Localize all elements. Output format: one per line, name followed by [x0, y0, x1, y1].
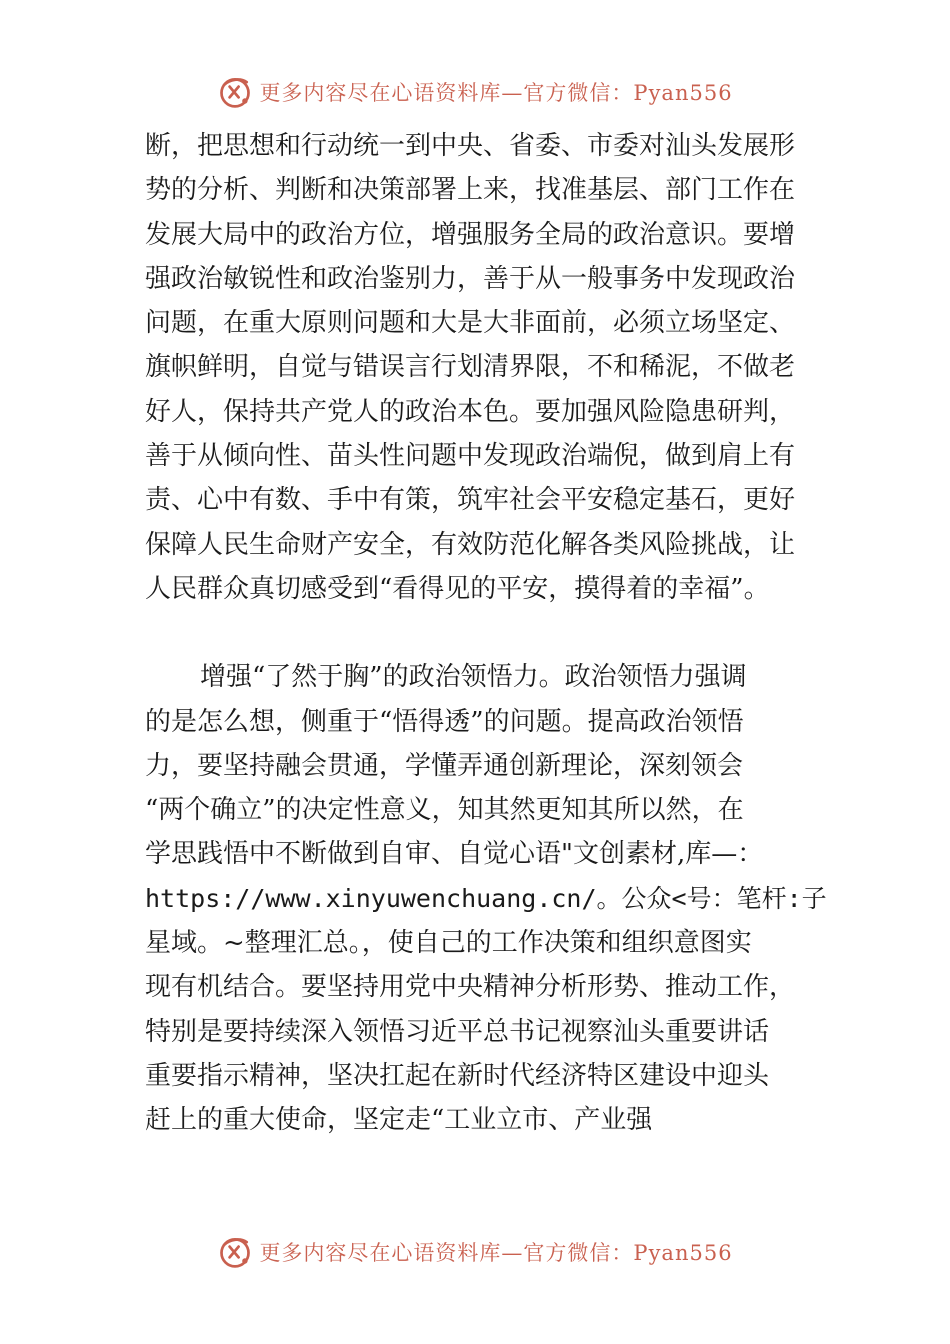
paragraph-2	[145, 655, 835, 1142]
text-line: 赶上的重大使命，坚定走“工业立市、产业强	[145, 1105, 653, 1136]
text-line: 星域。~整理汇总。，使自己的工作决策和组织意图实	[145, 928, 752, 959]
text-line: 发展大局中的政治方位，增强服务全局的政治意识。要增	[145, 219, 796, 250]
footer-banner	[0, 1232, 950, 1272]
text-line: 断，把思想和行动统一到中央、省委、市委对汕头发展形	[145, 131, 796, 161]
header-banner	[0, 72, 950, 112]
text-line: 特别是要持续深入领悟习近平总书记视察汕头重要讲话	[145, 1016, 770, 1047]
text-line: 问题，在重大原则问题和大是大非面前，必须立场坚定、	[145, 308, 796, 339]
text-line: 增强“了然于胸”的政治领悟力。政治领悟力强调	[200, 662, 747, 693]
text-line: 势的分析、判断和决策部署上来，找准基层、部门工作在	[145, 175, 796, 206]
document-body	[145, 124, 835, 1143]
text-line: “两个确立”的决定性意义，知其然更知其所以然，在	[145, 795, 744, 826]
text-line: 的是怎么想，侧重于“悟得透”的问题。提高政治领悟	[145, 706, 744, 737]
text-line: 善于从倾向性、苗头性问题中发现政治端倪，做到肩上有	[145, 441, 796, 472]
text-line: 旗帜鲜明，自觉与错误言行划清界限，不和稀泥，不做老	[145, 352, 796, 383]
text-line: 现有机结合。要坚持用党中央精神分析形势、推动工作，	[145, 972, 796, 1003]
text-line: 人民群众真切感受到“看得见的平安，摸得着的幸福”。	[145, 573, 770, 604]
paragraph-gap	[145, 611, 835, 655]
paragraph-1	[145, 124, 835, 611]
text-line: 重要指示精神，坚决扛起在新时代经济特区建设中迎头	[145, 1060, 770, 1091]
text-line: 好人，保持共产党人的政治本色。要加强风险隐患研判，	[145, 396, 796, 427]
text-line: 强政治敏锐性和政治鉴别力，善于从一般事务中发现政治	[145, 263, 796, 294]
text-line: 责、心中有数、手中有策，筑牢社会平安稳定基石，更好	[145, 485, 796, 516]
text-line: 力，要坚持融会贯通，学懂弄通创新理论，深刻领会	[145, 750, 744, 781]
text-line: 学思践悟中不断做到自审、自觉心语"文创素材,库—：	[145, 839, 764, 870]
watermark-logo-icon	[217, 1234, 253, 1270]
header-banner-text: 更多内容尽在心语资料库—官方微信：Pyan556	[259, 81, 733, 105]
text-line: https://www.xinyuwenchuang.cn/。公众<号：笔杆:子	[145, 883, 827, 913]
text-line: 保障人民生命财产安全，有效防范化解各类风险挑战，让	[145, 529, 796, 560]
footer-banner-text: 更多内容尽在心语资料库—官方微信：Pyan556	[259, 1241, 733, 1265]
watermark-logo-icon	[217, 74, 253, 110]
